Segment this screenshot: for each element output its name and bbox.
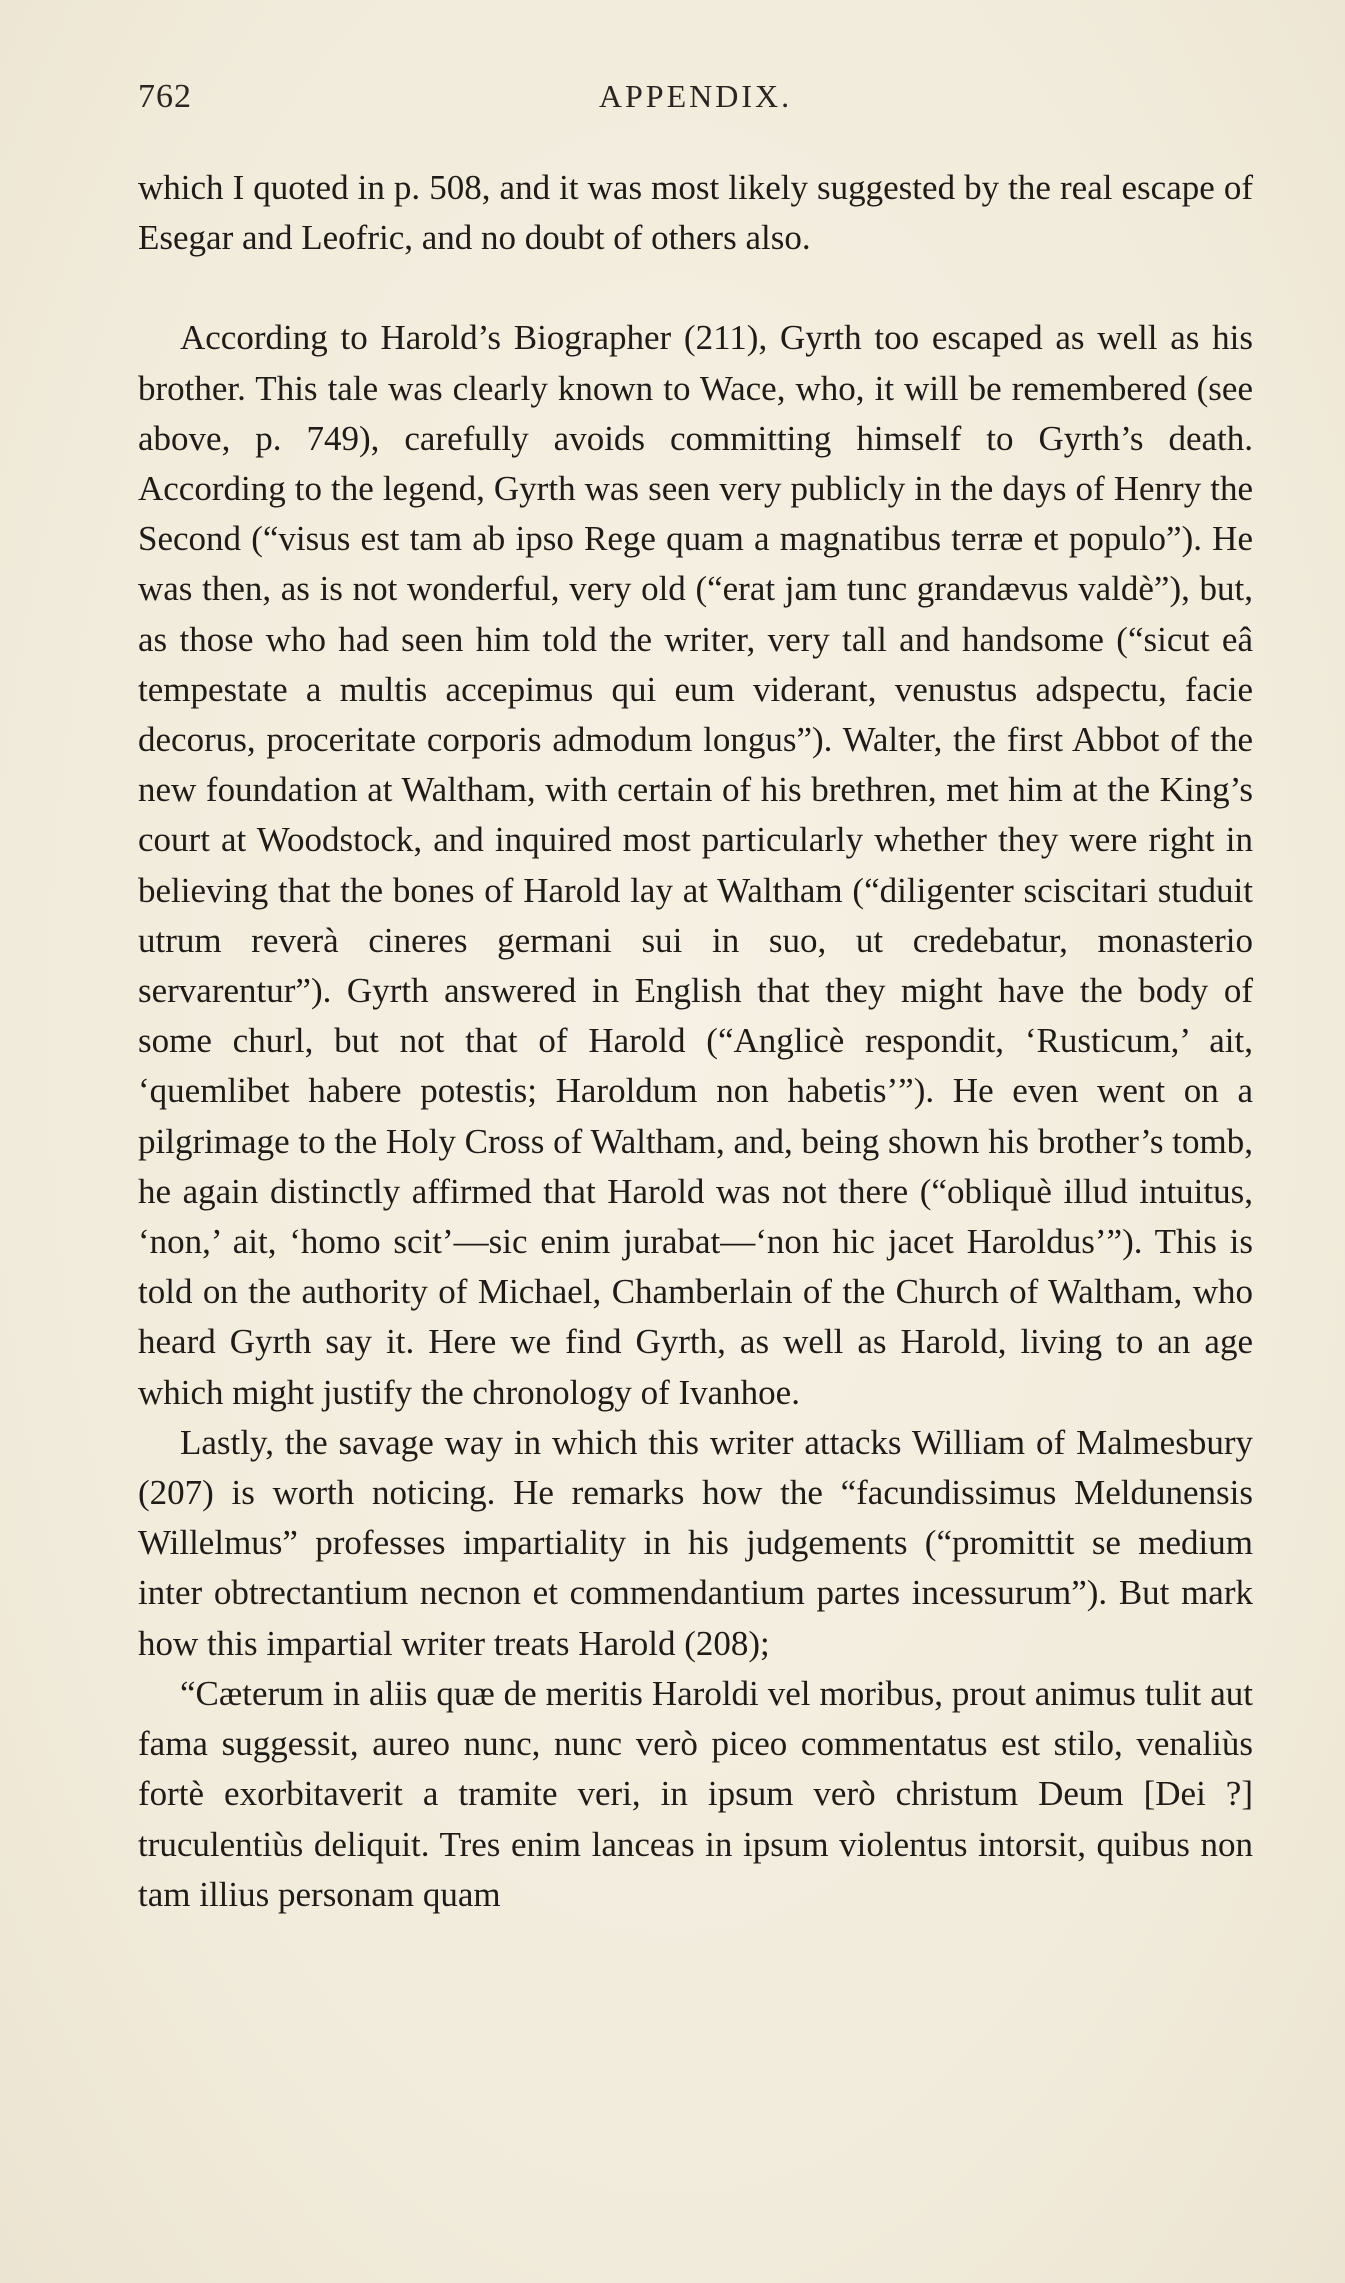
paragraph-malmesbury: Lastly, the savage way in which this writer attacks William of Malmesbury (207) is worth noticing. He remarks how the “facundissimus Meldunensis Willelmus” professes impartiality in his judgements (“promittit se medium inter obtrectantium necnon et commendantium partes incessurum”). But mark how this impartial writer treats Harold (208); xyxy=(138,1422,1253,1663)
body-text xyxy=(138,163,1253,1920)
paragraph-latin-quotation: “Cæterum in aliis quæ de meritis Haroldi vel moribus, prout animus tulit aut fama suggessit, aureo nunc, nunc verò piceo commentatus est stilo, venaliùs fortè exorbitaverit a tramite veri, in ipsum verò christum Deum [Dei ?] truculentiùs deliquit. Tres enim lanceas in ipsum violentus intorsit, quibus non tam illius personam quam xyxy=(138,1673,1253,1914)
paragraph-continuation: which I quoted in p. 508, and it was most likely suggested by the real escape of Esegar and Leofric, and no doubt of others also. xyxy=(138,168,1253,258)
page-number: 762 xyxy=(138,78,192,115)
running-head: APPENDIX. xyxy=(598,78,793,114)
page-header xyxy=(138,78,1253,128)
paragraph-gyrth-escape: According to Harold’s Biographer (211), Gyrth too escaped as well as his brother. This tale was clearly known to Wace, who, it will be remembered (see above, p. 749), carefully avoids committing himself to Gyrth’s death. According to the legend, Gyrth was seen very publicly in the days of Henry the Second (“visus est tam ab ipso Rege quam a magnatibus terræ et populo”). He was then, as is not wonderful, very old (“erat jam tunc grandævus valdè”), but, as those who had seen him told the writer, very tall and handsome (“sicut eâ tempestate a multis accepimus qui eum viderant, venustus adspectu, facie decorus, proceritate corporis admodum longus”). Walter, the first Abbot of the new foundation at Waltham, with certain of his brethren, met him at the King’s court at Woodstock, and inquired most particularly whether they were right in believing that the bones of Harold lay at Waltham (“diligenter sciscitari studuit utrum reverà cineres germani sui in suo, ut credebatur, monasterio servarentur”). Gyrth answered in English that they might have the body of some churl, but not that of Harold (“Anglicè respondit, ‘Rusticum,’ ait, ‘quemlibet habere potestis; Haroldum non habetis’”). He even went on a pilgrimage to the Holy Cross of Waltham, and, being shown his brother’s tomb, he again distinctly affirmed that Harold was not there (“obliquè illud intuitus, ‘non,’ ait, ‘homo scit’—sic enim jurabat—‘non hic jacet Haroldus’”). This is told on the authority of Michael, Chamberlain of the Church of Waltham, who heard Gyrth say it. Here we find Gyrth, as well as Harold, living to an age which might justify the chronology of Ivanhoe. xyxy=(138,318,1253,1412)
